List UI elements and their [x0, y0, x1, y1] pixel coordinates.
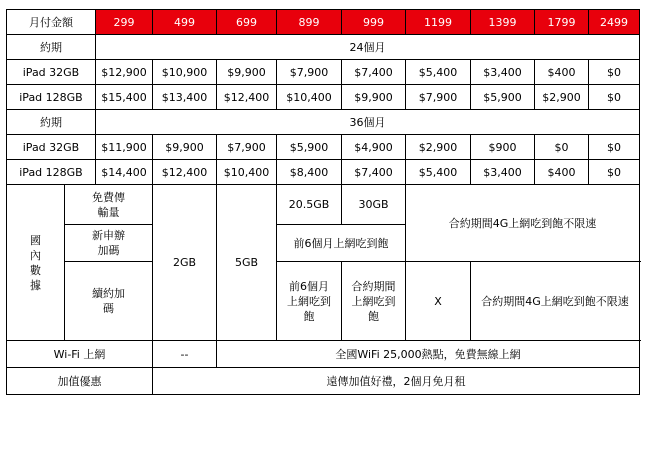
table-row — [7, 60, 640, 85]
label-line: 續約加 — [92, 287, 125, 300]
table-row — [7, 160, 640, 185]
device-price: $3,400 — [471, 60, 535, 85]
device-price: $9,900 — [342, 85, 406, 110]
renew-699 — [277, 262, 342, 341]
cell-line: 合約期間 — [351, 279, 396, 293]
wifi-label: Wi-Fi 上網 — [7, 341, 153, 368]
device-price: $7,900 — [277, 60, 342, 85]
table-row — [7, 85, 640, 110]
free-transfer-899: 30GB — [342, 185, 406, 225]
model-label: iPad 128GB — [7, 160, 96, 185]
table-row — [7, 135, 640, 160]
device-price: $7,900 — [217, 135, 277, 160]
domestic-label-char: 據 — [30, 278, 41, 292]
term-row-36 — [7, 110, 640, 135]
data-299: 2GB — [153, 185, 217, 341]
device-price: $5,900 — [471, 85, 535, 110]
device-price: $9,900 — [217, 60, 277, 85]
device-price: $5,900 — [277, 135, 342, 160]
free-transfer-row — [7, 185, 640, 225]
device-price: $2,900 — [535, 85, 589, 110]
cell-line: 飽 — [368, 309, 379, 323]
device-price: $0 — [589, 60, 640, 85]
device-price: $9,900 — [153, 135, 217, 160]
device-price: $0 — [589, 160, 640, 185]
data-499: 5GB — [217, 185, 277, 341]
domestic-label-char: 內 — [30, 248, 41, 262]
new-apply-label — [65, 225, 153, 262]
label-line: 新申辦 — [92, 229, 125, 242]
cell-line: 飽 — [303, 309, 315, 323]
wifi-row — [7, 341, 640, 368]
model-label: iPad 128GB — [7, 85, 96, 110]
device-price: $15,400 — [96, 85, 153, 110]
device-price: $400 — [535, 60, 589, 85]
device-price: $10,400 — [277, 85, 342, 110]
price-1799: 1799 — [535, 10, 589, 35]
device-price: $400 — [535, 160, 589, 185]
domestic-label-char: 數 — [30, 263, 41, 277]
device-price: $12,900 — [96, 60, 153, 85]
domestic-label-char: 國 — [30, 233, 41, 247]
price-899: 899 — [277, 10, 342, 35]
renew-899 — [342, 262, 406, 341]
device-price: $7,400 — [342, 160, 406, 185]
price-499: 499 — [153, 10, 217, 35]
model-label: iPad 32GB — [7, 135, 96, 160]
device-price: $900 — [471, 135, 535, 160]
device-price: $12,400 — [217, 85, 277, 110]
device-price: $10,400 — [217, 160, 277, 185]
device-price: $12,400 — [153, 160, 217, 185]
device-price: $5,400 — [406, 160, 471, 185]
device-price: $0 — [535, 135, 589, 160]
device-price: $2,900 — [406, 135, 471, 160]
model-label: iPad 32GB — [7, 60, 96, 85]
device-price: $14,400 — [96, 160, 153, 185]
renew-row — [7, 262, 640, 341]
price-1399: 1399 — [471, 10, 535, 35]
label-line: 輸量 — [97, 205, 120, 219]
device-price: $0 — [589, 85, 640, 110]
price-999: 999 — [342, 10, 406, 35]
device-price: $8,400 — [277, 160, 342, 185]
device-price: $11,900 — [96, 135, 153, 160]
renew-1199-up: 合約期間4G上網吃到飽不限速 — [471, 262, 640, 341]
header-label: 月付金額 — [7, 10, 96, 35]
price-2499: 2499 — [589, 10, 640, 35]
device-price: $13,400 — [153, 85, 217, 110]
term-row-24 — [7, 35, 640, 60]
label-line: 加碼 — [97, 244, 120, 257]
unlimited-4g-merged: 合約期間4G上網吃到飽不限速 — [406, 185, 640, 262]
price-699: 699 — [217, 10, 277, 35]
price-299: 299 — [96, 10, 153, 35]
term-label: 約期 — [7, 35, 96, 60]
device-price: $7,900 — [406, 85, 471, 110]
cell-line: 上網吃到 — [287, 294, 331, 308]
device-price: $10,900 — [153, 60, 217, 85]
new-apply-699-899: 前6個月上網吃到飽 — [277, 225, 406, 262]
free-transfer-label — [65, 185, 153, 225]
device-price: $0 — [589, 135, 640, 160]
wifi-rest: 全國WiFi 25,000熱點，免費無線上網 — [217, 341, 640, 368]
wifi-299: -- — [153, 341, 217, 368]
term-value-36: 36個月 — [96, 110, 640, 135]
device-price: $5,400 — [406, 60, 471, 85]
free-transfer-699: 20.5GB — [277, 185, 342, 225]
price-comparison-table — [6, 9, 640, 395]
device-price: $4,900 — [342, 135, 406, 160]
header-row — [7, 10, 640, 35]
bonus-value: 遠傳加值好禮，2個月免月租 — [153, 368, 640, 395]
price-1199: 1199 — [406, 10, 471, 35]
bonus-label: 加值優惠 — [7, 368, 153, 395]
renew-label — [65, 262, 153, 341]
domestic-data-label — [7, 185, 65, 341]
device-price: $3,400 — [471, 160, 535, 185]
cell-line: 上網吃到 — [351, 294, 396, 308]
label-line: 碼 — [103, 302, 114, 315]
label-line: 免費傳 — [92, 190, 125, 204]
term-label: 約期 — [7, 110, 96, 135]
cell-line: 前6個月 — [289, 279, 329, 293]
term-value-24: 24個月 — [96, 35, 640, 60]
bonus-row — [7, 368, 640, 395]
renew-999: X — [406, 262, 471, 341]
device-price: $7,400 — [342, 60, 406, 85]
